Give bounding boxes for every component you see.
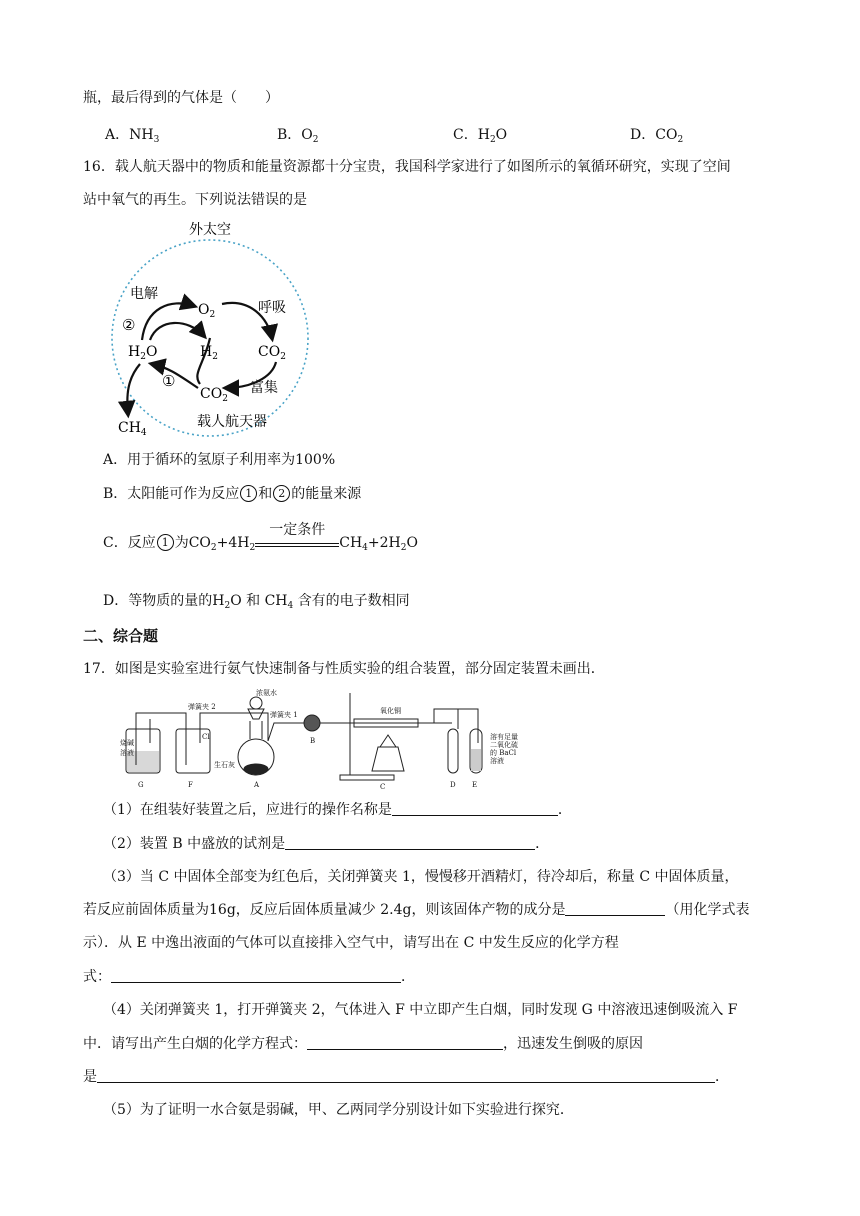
q17-part2: （2）装置 B 中盛放的试剂是 ． — [103, 836, 550, 852]
svg-text:氧化铜: 氧化铜 — [380, 707, 401, 715]
q17-part1: （1）在组装好装置之后，应进行的操作名称是 ． — [103, 802, 572, 818]
svg-text:浓氨水: 浓氨水 — [256, 689, 277, 697]
spacecraft-label: 载人航天器 — [197, 414, 267, 430]
q17-part4-line2: 中．请写出产生白烟的化学方程式： ，迅速发生倒吸的原因 — [83, 1036, 643, 1052]
svg-text:A: A — [254, 781, 260, 789]
section-heading: 二、综合题 — [83, 627, 159, 645]
answer-blank-5[interactable] — [307, 1035, 503, 1050]
svg-text:生石灰: 生石灰 — [214, 761, 235, 769]
arrow-h2o-to-h2 — [150, 323, 204, 340]
electrolysis-label: 电解 — [130, 286, 158, 302]
svg-text:溶有足量: 溶有足量 — [490, 733, 518, 741]
svg-text:烧碱: 烧碱 — [120, 739, 134, 747]
svg-text:弹簧夹 1: 弹簧夹 1 — [270, 711, 298, 719]
co2-right-label: $CO_2$ — [258, 344, 286, 362]
answer-blank-2[interactable] — [285, 835, 535, 850]
reaction-2-mark: ② — [122, 316, 136, 334]
q17-stem: 17．如图是实验室进行氨气快速制备与性质实验的组合装置，部分固定装置未画出． — [83, 661, 605, 677]
answer-blank-4[interactable] — [111, 968, 401, 983]
q17-part3-line1: （3）当 C 中固体全部变为红色后，关闭弹簧夹 1，慢慢移开酒精灯，待冷却后，称量 C 中固体质量， — [103, 869, 739, 885]
reaction-condition: 一定条件 — [255, 535, 339, 547]
arrow-to-ch4 — [127, 364, 140, 414]
svg-text:二氧化硫: 二氧化硫 — [490, 741, 518, 749]
svg-text:弹簧夹 2: 弹簧夹 2 — [188, 703, 216, 711]
q15-option-a: A．$NH_3$ — [105, 127, 160, 145]
q16-option-a: A．用于循环的氢原子利用率为100% — [103, 452, 336, 468]
svg-text:Cl: Cl — [202, 733, 210, 741]
svg-text:C: C — [380, 783, 386, 791]
answer-blank-3[interactable] — [565, 901, 665, 916]
q16-option-d: D．等物质的量的$H_2O$ 和 $CH_4$ 含有的电子数相同 — [103, 593, 410, 611]
q16-stem-line2: 站中氧气的再生。下列说法错误的是 — [83, 192, 307, 208]
q15-tail: 瓶，最后得到的气体是（ ） — [83, 90, 279, 106]
q16-option-b: B．太阳能可作为反应 1 和 2 的能量来源 — [103, 486, 362, 502]
q16-stem-line1: 16．载人航天器中的物质和能量资源都十分宝贵，我国科学家进行了如图所示的氧循环研究，实现了空间 — [83, 159, 731, 175]
svg-text:D: D — [450, 781, 456, 789]
q17-part4-line3: 是 ． — [83, 1069, 729, 1085]
svg-text:的 BaCl: 的 BaCl — [490, 749, 517, 757]
apparatus-diagram — [118, 683, 530, 793]
svg-text:B: B — [310, 737, 316, 745]
outer-space-label: 外太空 — [189, 222, 231, 238]
q17-part5: （5）为了证明一水合氨是弱碱，甲、乙两同学分别设计如下实验进行探究． — [103, 1102, 574, 1118]
reaction-1-mark: ① — [162, 372, 176, 390]
oxygen-cycle-diagram — [100, 218, 320, 440]
respiration-label: 呼吸 — [258, 300, 286, 316]
q17-part3-line4: 式： ． — [83, 969, 415, 985]
o2-label: $O_2$ — [198, 302, 216, 320]
q17-part3-line3: 示）．从 E 中逸出液面的气体可以直接排入空气中，请写出在 C 中发生反应的化学方程 — [83, 935, 619, 951]
arrow-h2o-to-o2 — [142, 303, 194, 340]
q16-option-c: C．反应 1 为$CO_2+4H_2$ 一定条件 $CH_4+2H_2O$ — [103, 522, 418, 553]
answer-blank-1[interactable] — [392, 801, 558, 816]
svg-text:溶液: 溶液 — [120, 749, 134, 757]
q15-option-c: C．$H_2O$ — [453, 127, 508, 145]
q15-option-b: B．$O_2$ — [277, 127, 319, 145]
h2o-label: $H_2O$ — [128, 344, 158, 362]
tube-d — [448, 729, 458, 773]
q15-option-d: D．$CO_2$ — [630, 127, 684, 145]
q17-part3-line2: 若反应前固体质量为16g，反应后固体质量减少 2.4g，则该固体产物的成分是 （用化学式表 — [83, 902, 750, 918]
svg-text:G: G — [138, 781, 144, 789]
svg-text:溶液: 溶液 — [490, 757, 504, 765]
h2-label: $H_2$ — [200, 344, 218, 362]
co2-bottom-label: $CO_2$ — [200, 386, 228, 404]
svg-text:E: E — [472, 781, 478, 789]
ch4-label: $CH_4$ — [118, 420, 147, 438]
answer-blank-6[interactable] — [97, 1068, 715, 1083]
enrichment-label: 富集 — [250, 380, 278, 396]
svg-text:F: F — [188, 781, 193, 789]
q17-part4-line1: （4）关闭弹簧夹 1，打开弹簧夹 2，气体进入 F 中立即产生白烟，同时发现 G 中溶液迅速倒吸流入 F — [103, 1002, 738, 1018]
tube-b — [304, 715, 320, 731]
